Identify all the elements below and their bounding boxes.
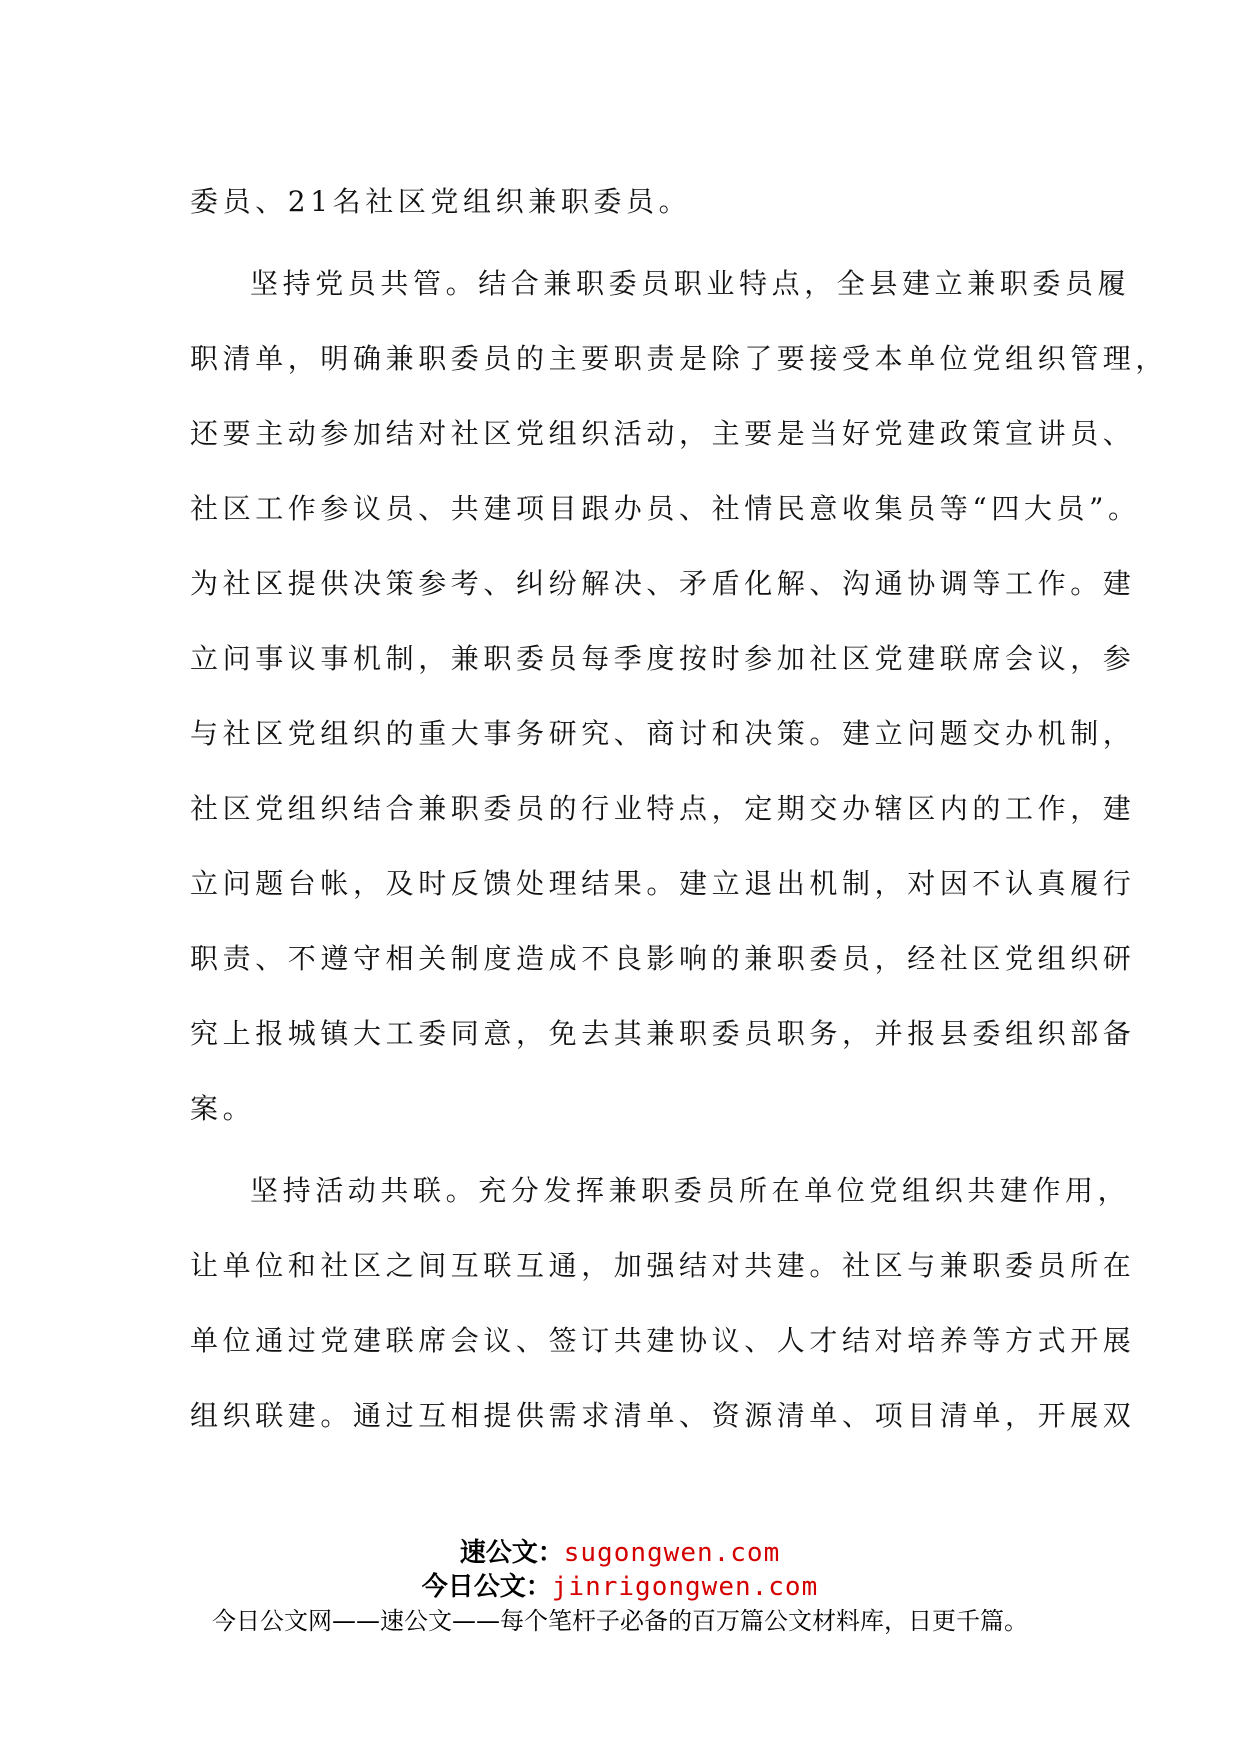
text-line: 与社区党组织的重大事务研究、商讨和决策。建立问题交办机制，	[190, 717, 1136, 750]
text-line: 职责、不遵守相关制度造成不良影响的兼职委员，经社区党组织研	[190, 942, 1136, 975]
site-sugongwen-link[interactable]: sugongwen.com	[563, 1538, 781, 1568]
site-sugongwen	[0, 1536, 1240, 1570]
footer-slogan: 今日公文网——速公文——每个笔杆子必备的百万篇公文材料库，日更千篇。	[212, 1607, 1028, 1635]
text-line: 立问事议事机制，兼职委员每季度按时参加社区党建联席会议，参	[190, 642, 1136, 675]
text-line: 案。	[190, 1092, 256, 1125]
text-line: 委员、21名社区党组织兼职委员。	[190, 185, 692, 218]
text-line: 为社区提供决策参考、纠纷解决、矛盾化解、沟通协调等工作。建	[190, 567, 1136, 600]
document-body	[190, 164, 1169, 1453]
text-line: 组织联建。通过互相提供需求清单、资源清单、项目清单，开展双	[190, 1399, 1136, 1432]
text-line: 社区工作参议员、共建项目跟办员、社情民意收集员等“四大员”。	[190, 492, 1141, 525]
text-line: 社区党组织结合兼职委员的行业特点，定期交办辖区内的工作，建	[190, 792, 1136, 825]
site-jinrigongwen-link[interactable]: jinrigongwen.com	[551, 1572, 819, 1602]
text-line: 让单位和社区之间互联互通，加强结对共建。社区与兼职委员所在	[190, 1249, 1136, 1282]
text-line: 单位通过党建联席会议、签订共建协议、人才结对培养等方式开展	[190, 1324, 1136, 1357]
text-line: 立问题台帐，及时反馈处理结果。建立退出机制，对因不认真履行	[190, 867, 1136, 900]
text-line: 职清单，明确兼职委员的主要职责是除了要接受本单位党组织管理，	[190, 342, 1169, 375]
site-jinrigongwen	[0, 1570, 1240, 1604]
paragraph-first-line: 坚持党员共管。结合兼职委员职业特点，全县建立兼职委员履	[250, 267, 1131, 300]
site-jinrigongwen-label: 今日公文：	[421, 1572, 552, 1602]
paragraph-first-line: 坚持活动共联。充分发挥兼职委员所在单位党组织共建作用，	[250, 1174, 1131, 1207]
text-line: 究上报城镇大工委同意，免去其兼职委员职务，并报县委组织部备	[190, 1017, 1136, 1050]
text-line: 还要主动参加结对社区党组织活动，主要是当好党建政策宣讲员、	[190, 417, 1136, 450]
site-sugongwen-label: 速公文：	[459, 1538, 564, 1568]
footer	[0, 1536, 1240, 1638]
